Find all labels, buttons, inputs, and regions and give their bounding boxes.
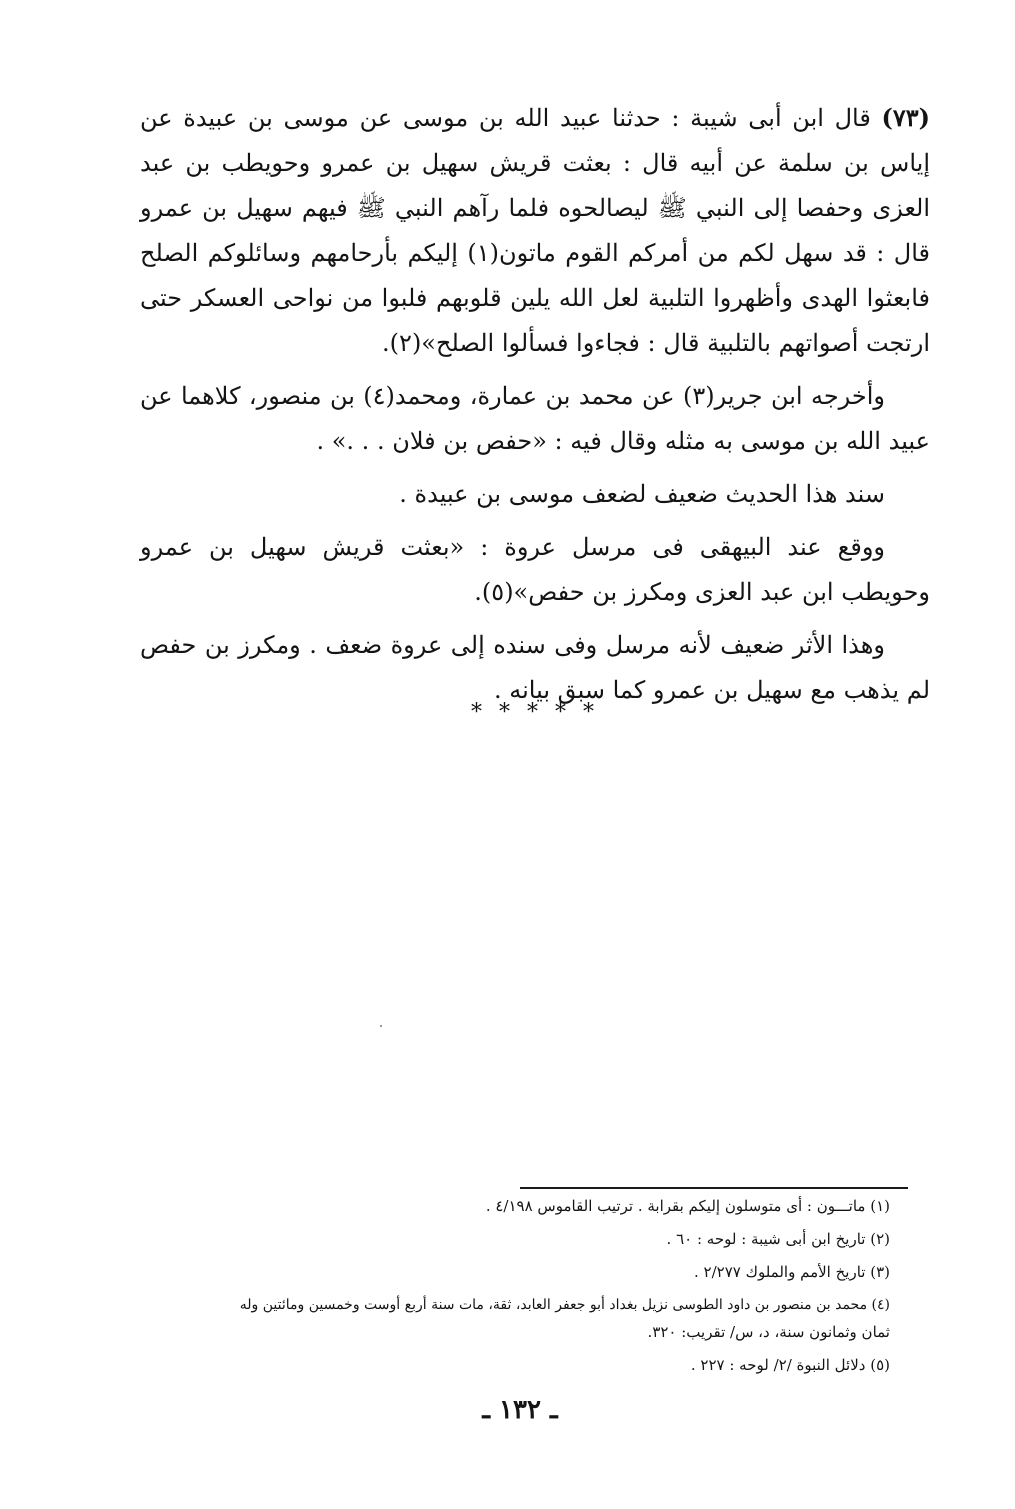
page-number: ـ ١٣٢ ـ [482,1395,558,1425]
footnote-4: (٤) محمد بن منصور بن داود الطوسى نزيل بغداد أبو جعفر العابد، ثقة، مات سنة أربع أوست وخمسين ومائتين وله [239,1297,890,1313]
main-text [140,95,930,721]
footnote-divider [520,1187,908,1189]
hadith-text: قال ابن أبى شيبة : حدثنا عبيد الله بن موسى عن موسى بن عبيدة عن إياس بن سلمة عن أبيه قال : بعثت قريش سهيل بن عمرو وحويطب بن عبد العزى وحفصا إلى النبي ﷺ ليصالحوه فلما رآهم النبي ﷺ فيهم سهيل بن عمرو قال : قد سهل لكم من أمركم القوم ماتون(١) إليكم بأرحامهم وسائلوكم الصلح فابعثوا الهدى وأظهروا التلبية لعل الله يلين قلوبهم فلبوا من نواحى العسكر حتى ارتجت أصواتهم بالتلبية قال : فجاءوا فسألوا الصلح»(٢). [140,104,930,357]
footnote-3: (٣) تاريخ الأمم والملوك ٢/٢٧٧ . [694,1263,890,1281]
isnad-grading-paragraph: سند هذا الحديث ضعيف لضعف موسى بن عبيدة . [399,480,885,508]
footnote-2: (٢) تاريخ ابن أبى شيبة : لوحه : ٦٠ . [666,1230,890,1248]
scan-speck [380,1025,382,1027]
footnotes [128,1190,890,1382]
section-separator: * * * * * [471,700,599,725]
bayhaqi-paragraph: ووقع عند البيهقى فى مرسل عروة : «بعثت قريش سهيل بن عمرو وحويطب ابن عبد العزى ومكرز بن حفص»(٥). [140,533,930,606]
takhrij-paragraph: وأخرجه ابن جرير(٣) عن محمد بن عمارة، ومحمد(٤) بن منصور، كلاهما عن عبيد الله بن موسى به مثله وقال فيه : «حفص بن فلان . . .» . [140,382,930,455]
footnote-4-continuation: ثمان وثمانون سنة، د، س/ تقريب: ٣٢٠. [647,1323,890,1341]
hadith-paragraph [140,95,930,366]
footnote-1: (١) ماتـــون : أى متوسلون إليكم بقرابة . ترتيب القاموس ٤/١٩٨ . [485,1197,890,1215]
athar-grading-paragraph: وهذا الأثر ضعيف لأنه مرسل وفى سنده إلى عروة ضعف . ومكرز بن حفص لم يذهب مع سهيل بن عمرو كما سبق بيانه . [140,631,930,704]
hadith-number: (٧٣) [881,103,930,132]
footnote-5: (٥) دلائل النبوة /٢/ لوحه : ٢٢٧ . [690,1356,890,1374]
